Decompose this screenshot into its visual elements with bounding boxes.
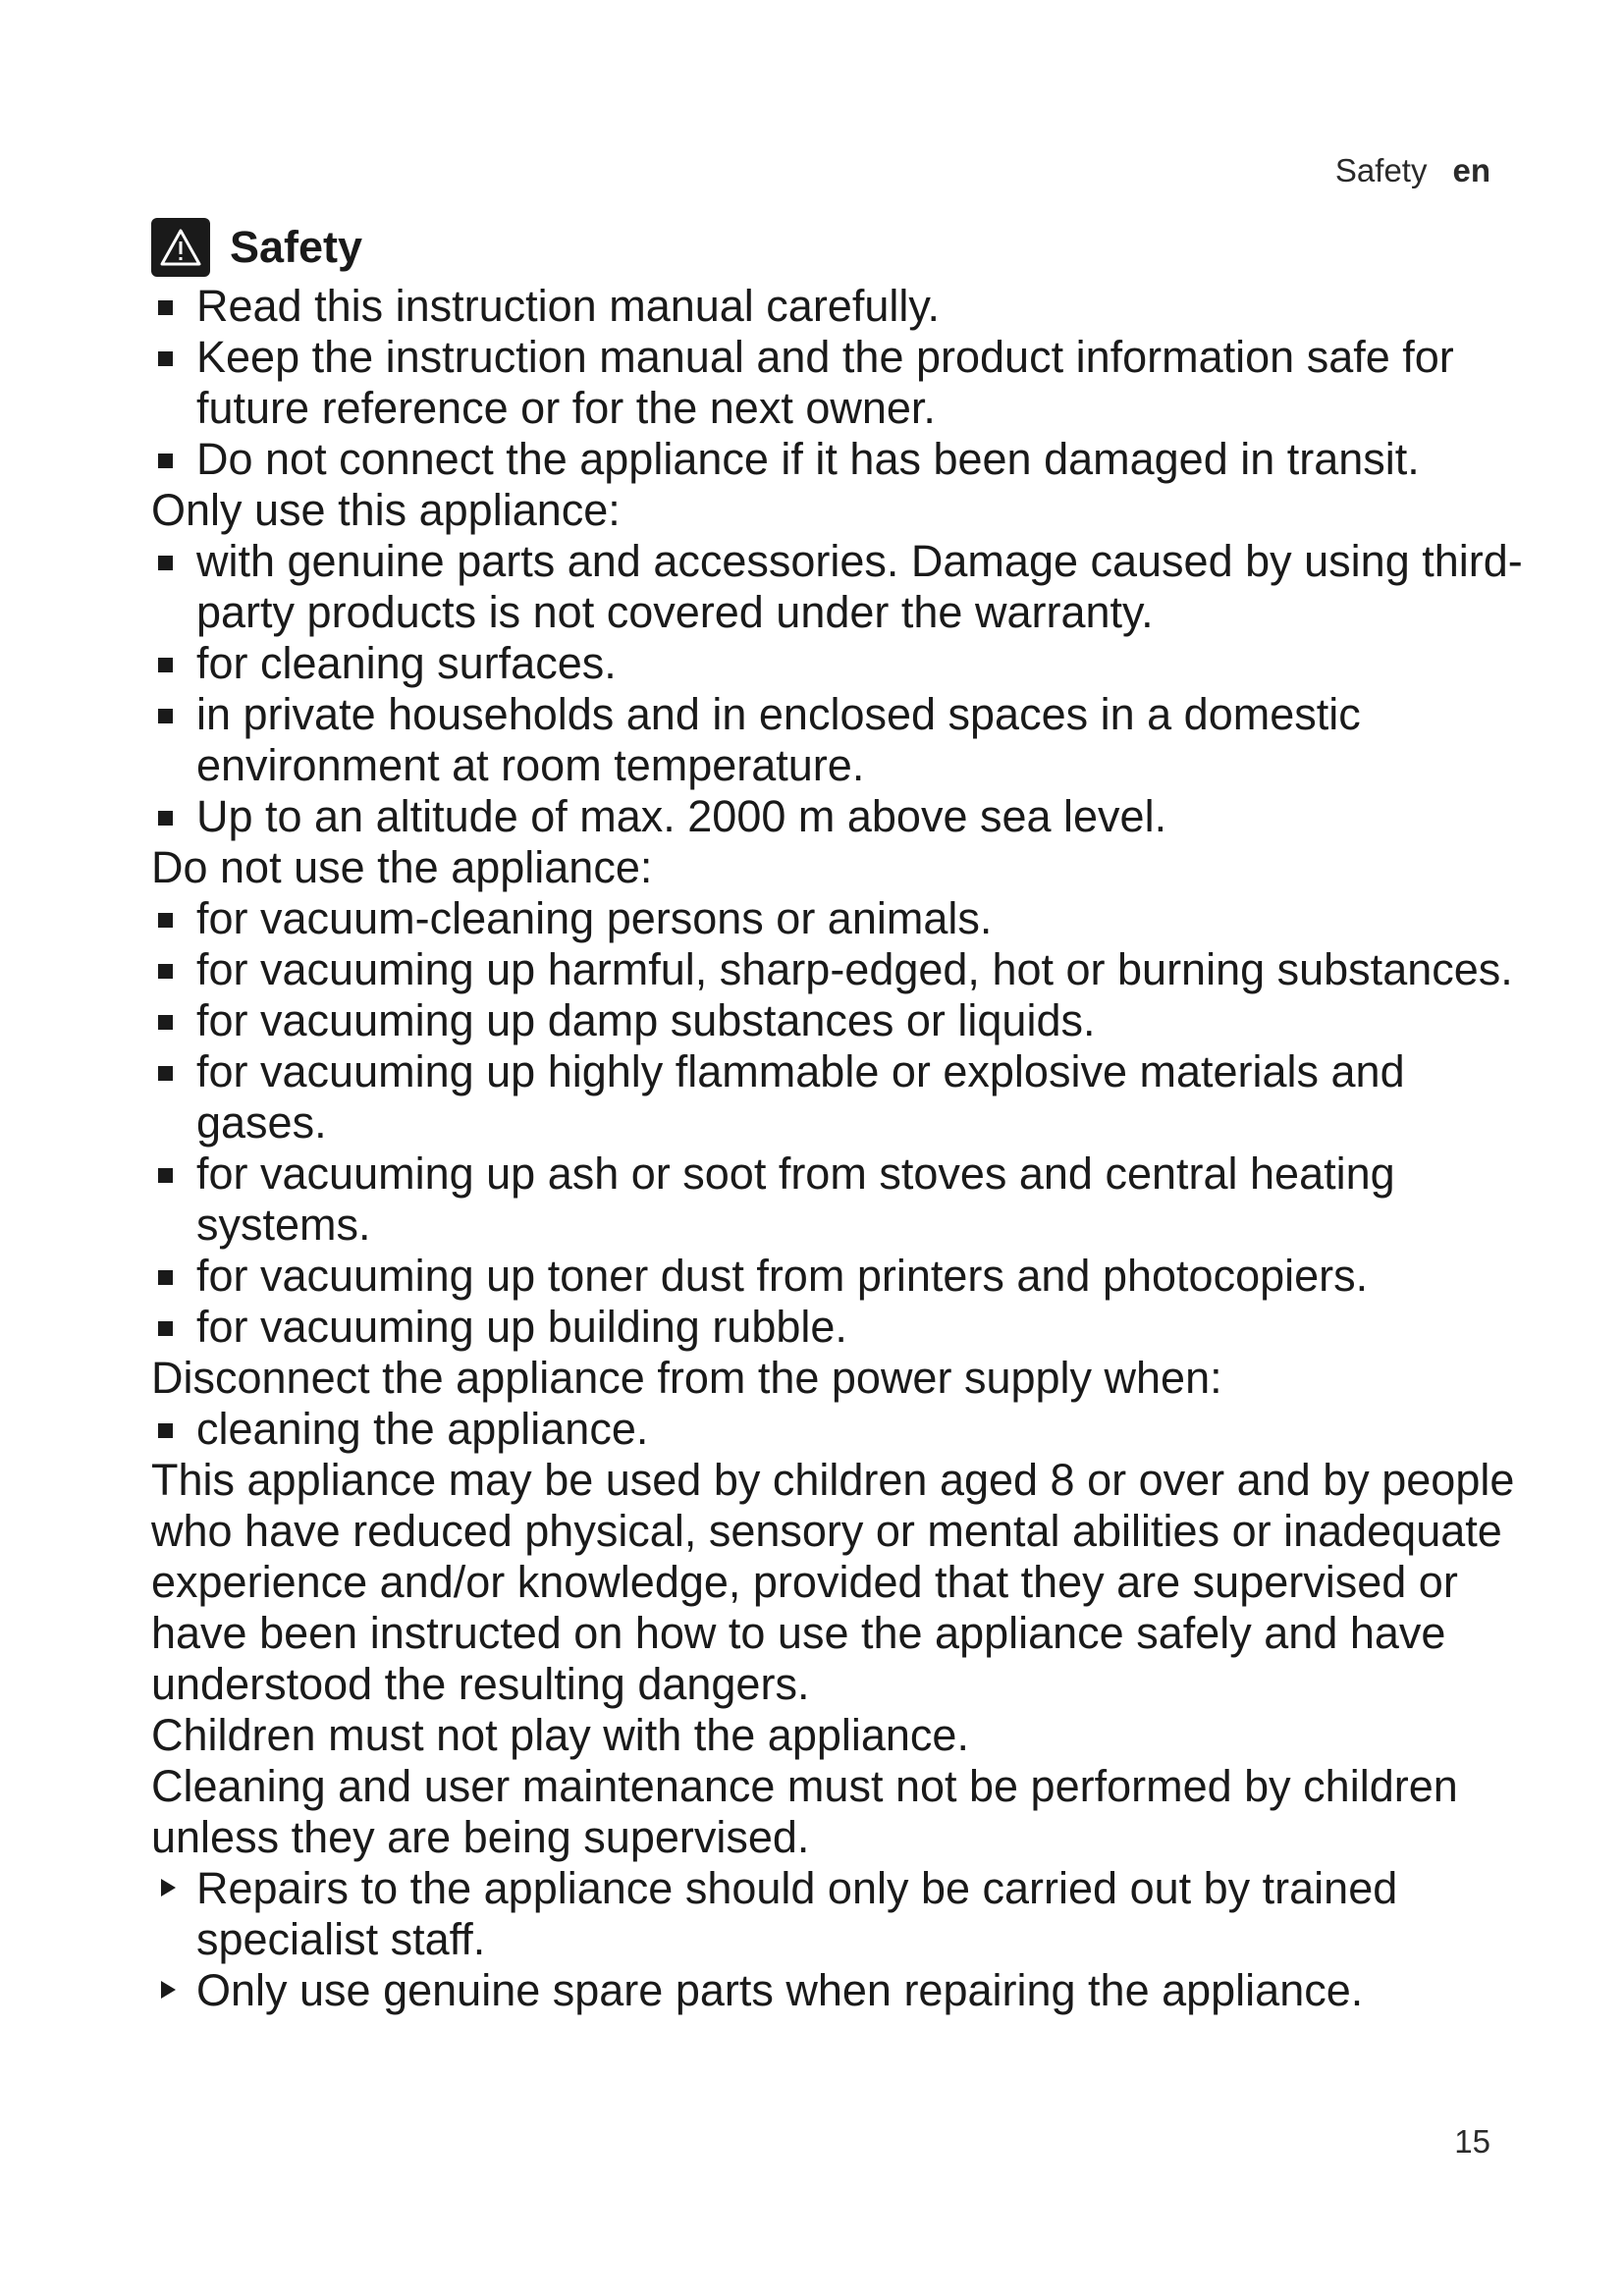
arrow-text: Repairs to the appliance should only be carried out by trained specialist staff. xyxy=(196,1863,1398,1964)
paragraph xyxy=(151,485,1526,536)
bullet-text: for vacuuming up ash or soot from stoves and central heating systems. xyxy=(196,1148,1395,1250)
page-number: 15 xyxy=(1454,2123,1490,2160)
bullet-item xyxy=(151,791,1526,842)
bullet-text: for vacuuming up building rubble. xyxy=(196,1302,847,1352)
para-text: Do not use the appliance: xyxy=(151,842,653,892)
bullet-text: in private households and in enclosed spaces in a domestic environment at room temperature. xyxy=(196,689,1361,790)
bullet-item xyxy=(151,995,1526,1046)
paragraph xyxy=(151,1353,1526,1404)
bullet-text: Do not connect the appliance if it has been damaged in transit. xyxy=(196,434,1420,484)
bullet-item xyxy=(151,893,1526,944)
bullet-text: for vacuuming up damp substances or liquids. xyxy=(196,995,1096,1045)
bullet-item xyxy=(151,536,1526,638)
para-text: Children must not play with the appliance. xyxy=(151,1710,969,1760)
paragraph xyxy=(151,1761,1526,1863)
instruction-item xyxy=(151,1863,1526,1965)
running-header xyxy=(1335,151,1490,190)
section-heading xyxy=(151,216,1526,279)
bullet-item xyxy=(151,281,1526,332)
bullet-item xyxy=(151,689,1526,791)
bullet-text: for vacuuming up toner dust from printers and photocopiers. xyxy=(196,1251,1369,1301)
paragraph xyxy=(151,1455,1526,1710)
bullet-text: Keep the instruction manual and the product information safe for future reference or for the next owner. xyxy=(196,332,1454,433)
header-language: en xyxy=(1452,152,1490,188)
bullet-text: for vacuuming up highly flammable or explosive materials and gases. xyxy=(196,1046,1405,1148)
bullet-item xyxy=(151,1404,1526,1455)
bullet-text: with genuine parts and accessories. Damage caused by using third-party products is not covered under the warranty. xyxy=(196,536,1523,637)
para-text: This appliance may be used by children aged 8 or over and by people who have reduced physical, sensory or mental abilities or inadequate experience and/or knowledge, provided that they are supervised or have been instructed on how to use the appliance safely and have understood the resulting dangers. xyxy=(151,1455,1515,1709)
para-text: Only use this appliance: xyxy=(151,485,621,535)
paragraph xyxy=(151,842,1526,893)
page-title: Safety xyxy=(230,222,363,272)
bullet-text: for vacuum-cleaning persons or animals. xyxy=(196,893,993,943)
bullet-text: for vacuuming up harmful, sharp-edged, hot or burning substances. xyxy=(196,944,1513,994)
bullet-text: for cleaning surfaces. xyxy=(196,638,617,688)
para-text: Disconnect the appliance from the power supply when: xyxy=(151,1353,1222,1403)
safety-section xyxy=(151,216,1526,2016)
bullet-item xyxy=(151,638,1526,689)
bullet-text: Up to an altitude of max. 2000 m above sea level. xyxy=(196,791,1167,841)
para-text: Cleaning and user maintenance must not be performed by children unless they are being supervised. xyxy=(151,1761,1458,1862)
instruction-item xyxy=(151,1965,1526,2016)
bullet-item xyxy=(151,1046,1526,1148)
bullet-text: cleaning the appliance. xyxy=(196,1404,649,1454)
arrow-text: Only use genuine spare parts when repairing the appliance. xyxy=(196,1965,1364,2015)
bullet-item xyxy=(151,332,1526,434)
safety-text xyxy=(151,281,1526,2016)
warning-icon xyxy=(151,218,210,277)
paragraph xyxy=(151,1710,1526,1761)
bullet-item xyxy=(151,1148,1526,1251)
bullet-item xyxy=(151,434,1526,485)
bullet-item xyxy=(151,1302,1526,1353)
header-section: Safety xyxy=(1334,152,1428,188)
bullet-text: Read this instruction manual carefully. xyxy=(196,281,941,331)
bullet-item xyxy=(151,1251,1526,1302)
bullet-item xyxy=(151,944,1526,995)
